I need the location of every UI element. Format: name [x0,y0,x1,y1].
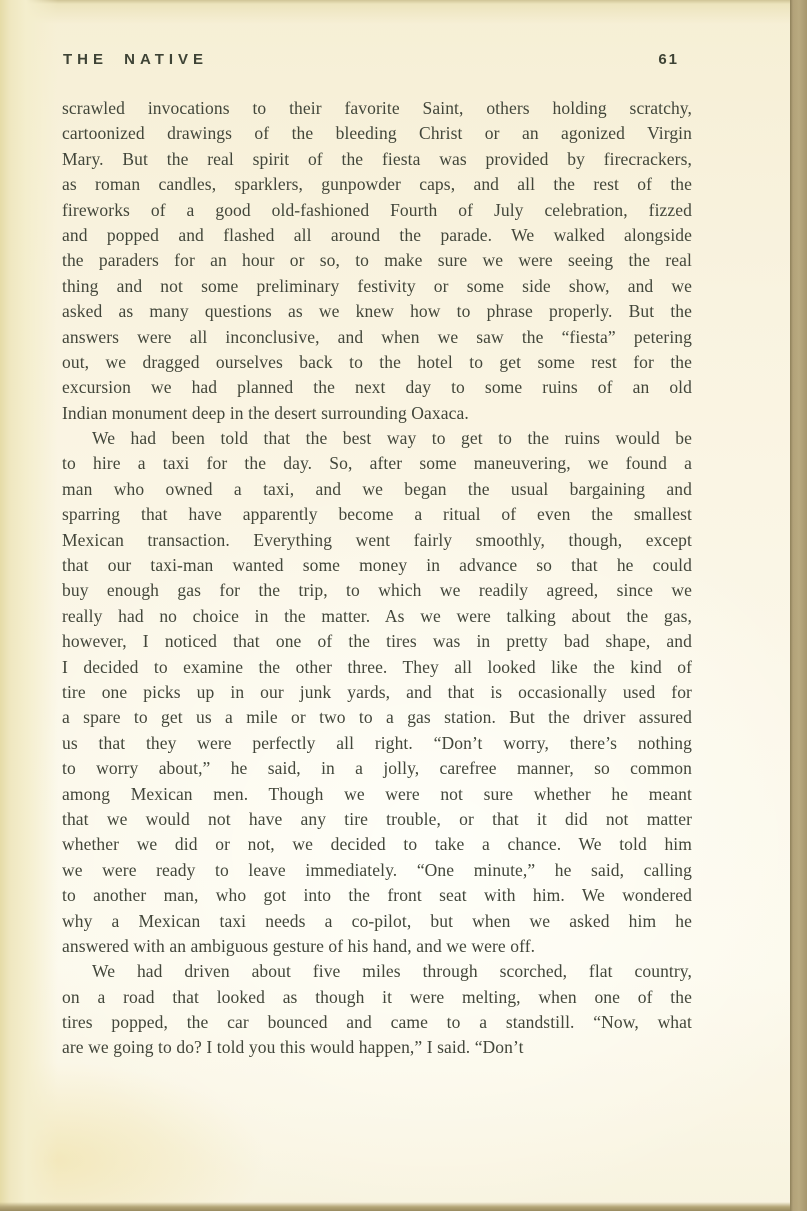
text-line: why a Mexican taxi needs a co-pilot, but when we asked him he [62,910,692,931]
text-line: to worry about,” he said, in a jolly, carefree manner, so common [62,758,692,779]
page-gutter-shading [0,0,62,1211]
text-line: tires popped, the car bounced and came to a standstill. “Now, what [62,1012,692,1033]
text-line: I decided to examine the other three. They all looked like the kind of [62,656,692,677]
page-top-edge-shading [0,0,807,26]
text-line: on a road that looked as though it were melting, when one of the [62,986,692,1007]
text-line: answers were all inconclusive, and when we saw the “fiesta” petering [62,326,692,347]
paragraph [62,96,692,426]
text-line: tire one picks up in our junk yards, and that is occasionally used for [62,681,692,702]
text-line: buy enough gas for the trip, to which we readily agreed, since we [62,580,692,601]
text-line: thing and not some preliminary festivity or some side show, and we [62,275,692,296]
text-line: We had been told that the best way to get to the ruins would be [92,428,692,449]
text-line: among Mexican men. Though we were not sure whether he meant [62,783,692,804]
paragraph [62,426,692,959]
text-line: sparring that have apparently become a ritual of even the smallest [62,504,692,525]
text-line: that we would not have any tire trouble, or that it did not matter [62,808,692,829]
text-line: answered with an ambiguous gesture of his hand, and we were off. [62,935,536,956]
text-line: fireworks of a good old-fashioned Fourth of July celebration, fizzed [62,199,692,220]
text-line: Mexican transaction. Everything went fairly smoothly, though, except [62,529,692,550]
text-line: man who owned a taxi, and we began the usual bargaining and [62,478,692,499]
text-line: excursion we had planned the next day to some ruins of an old [62,377,692,398]
text-line: scrawled invocations to their favorite Saint, others holding scratchy, [62,98,692,118]
text-line: really had no choice in the matter. As we were talking about the gas, [62,605,692,626]
text-line: are we going to do? I told you this would happen,” I said. “Don’t [62,1037,524,1058]
text-line: however, I noticed that one of the tires was in pretty bad shape, and [62,631,692,652]
text-line: Mary. But the real spirit of the fiesta was provided by firecrackers, [62,148,692,169]
text-line: we were ready to leave immediately. “One minute,” he said, calling [62,859,692,880]
text-line: the paraders for an hour or so, to make sure we were seeing the real [62,250,692,271]
running-header [63,51,685,68]
text-line: whether we did or not, we decided to take a chance. We told him [62,834,692,855]
text-line: Indian monument deep in the desert surrounding Oaxaca. [62,402,469,423]
page-number: 61 [658,51,679,68]
text-line: a spare to get us a mile or two to a gas station. But the driver assured [62,707,692,728]
chapter-title: THE NATIVE [63,51,209,68]
text-line: to hire a taxi for the day. So, after some maneuvering, we found a [62,453,692,474]
text-line: and popped and flashed all around the parade. We walked alongside [62,224,692,245]
text-line: We had driven about five miles through scorched, flat country, [92,961,692,982]
paragraph [62,959,692,1061]
text-line: as roman candles, sparklers, gunpowder caps, and all the rest of the [62,174,692,195]
text-line: out, we dragged ourselves back to the hotel to get some rest for the [62,351,692,372]
text-block [62,96,692,1061]
book-right-edge [790,0,807,1211]
text-line: cartoonized drawings of the bleeding Christ or an agonized Virgin [62,123,692,144]
text-line: to another man, who got into the front seat with him. We wondered [62,885,692,906]
text-line: us that they were perfectly all right. “Don’t worry, there’s nothing [62,732,692,753]
text-line: asked as many questions as we knew how to phrase properly. But the [62,301,692,322]
text-line: that our taxi-man wanted some money in advance so that he could [62,555,692,576]
book-bottom-edge [0,1202,790,1211]
